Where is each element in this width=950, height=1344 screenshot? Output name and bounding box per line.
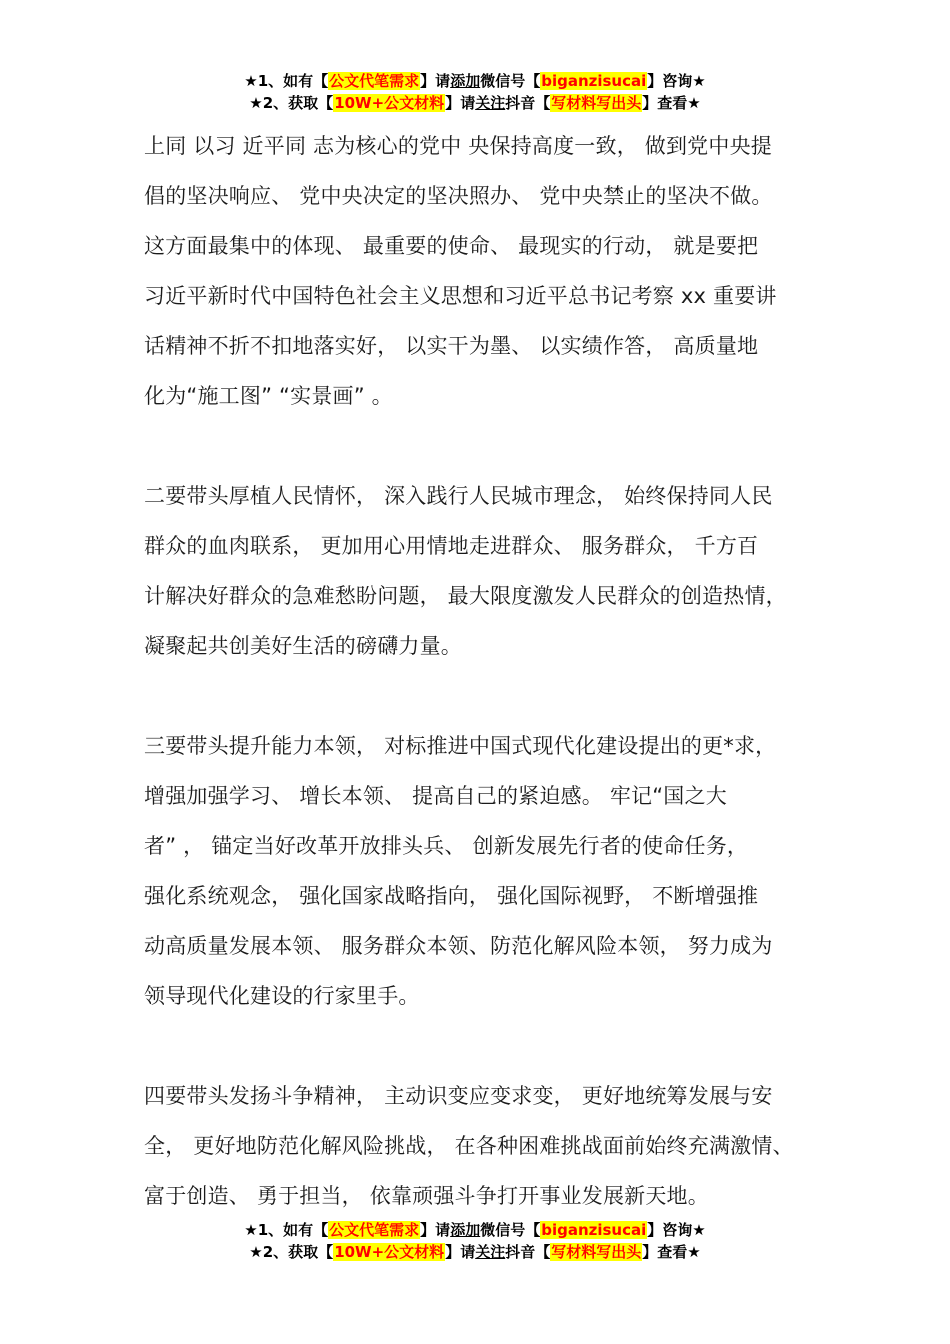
text-line: 群众的血肉联系， 更加用心用情地走进群众、 服务群众， 千方百 [144,534,759,558]
banner-line-2 [0,92,950,114]
paragraph-gap [144,421,844,471]
highlight-materials: 10W+公文材料 [334,1243,445,1261]
banner-text: 】查看★ [642,94,701,112]
banner-text: 】请 [420,72,451,90]
paragraph-2 [144,471,844,671]
paragraph-gap [144,1021,844,1071]
banner-line-1 [0,70,950,92]
highlight-wechat-id: biganzisucai [541,72,647,90]
banner-text: 】请 [445,1243,476,1261]
underlined-text: 关注 [475,94,506,112]
document-body [144,121,844,1221]
highlight-service: 公文代笔需求 [329,72,420,90]
underlined-text: 关注 [475,1243,506,1261]
banner-text: 微信号【 [480,1221,541,1239]
banner-text: 1、如有【 [257,72,329,90]
banner-text: 】咨询★ [647,72,706,90]
footer-banner [0,1219,950,1263]
banner-text: 】请 [420,1221,451,1239]
highlight-materials: 10W+公文材料 [334,94,445,112]
text-line: 计解决好群众的急难愁盼问题， 最大限度激发人民群众的创造热情， [144,584,787,608]
banner-text: 】查看★ [642,1243,701,1261]
text-line: 习近平新时代中国特色社会主义思想和习近平总书记考察 xx 重要讲 [144,284,777,308]
highlight-wechat-id: biganzisucai [541,1221,647,1239]
star-icon: ★ [244,1221,258,1239]
text-line: 领导现代化建设的行家里手。 [144,984,420,1008]
paragraph-gap [144,671,844,721]
text-line: 化为“施工图” “实景画” 。 [144,384,393,408]
banner-text: 】请 [445,94,476,112]
underlined-text: 添加 [450,1221,481,1239]
text-line: 四要带头发扬斗争精神， 主动识变应变求变， 更好地统筹发展与安 [144,1084,773,1108]
banner-text: 】咨询★ [647,1221,706,1239]
text-line: 三要带头提升能力本领， 对标推进中国式现代化建设提出的更*求， [144,734,777,758]
paragraph-4 [144,1071,844,1221]
highlight-service: 公文代笔需求 [329,1221,420,1239]
star-icon: ★ [244,72,258,90]
text-line: 增强加强学习、 增长本领、 提高自己的紧迫感。 牢记“国之大 [144,784,727,808]
banner-text: 微信号【 [480,72,541,90]
header-banner [0,70,950,114]
text-line: 上同 以习 近平同 志为核心的党中 央保持高度一致， 做到党中央提 [144,134,772,158]
star-icon: ★ [249,1243,263,1261]
banner-text: 2、获取【 [262,1243,334,1261]
text-line: 二要带头厚植人民情怀， 深入践行人民城市理念， 始终保持同人民 [144,484,773,508]
underlined-text: 添加 [450,72,481,90]
banner-text: 抖音【 [505,94,551,112]
banner-text: 抖音【 [505,1243,551,1261]
paragraph-1 [144,121,844,421]
banner-line-2 [0,1241,950,1263]
text-line: 话精神不折不扣地落实好， 以实干为墨、 以实绩作答， 高质量地 [144,334,759,358]
text-line: 凝聚起共创美好生活的磅礴力量。 [144,634,462,658]
text-line: 这方面最集中的体现、 最重要的使命、 最现实的行动， 就是要把 [144,234,759,258]
text-line: 全， 更好地防范化解风险挑战， 在各种困难挑战面前始终充满激情、 [144,1134,794,1158]
text-line: 动高质量发展本领、 服务群众本领、防范化解风险本领， 努力成为 [144,934,773,958]
star-icon: ★ [249,94,263,112]
banner-text: 2、获取【 [262,94,334,112]
text-line: 富于创造、 勇于担当， 依靠顽强斗争打开事业发展新天地。 [144,1184,709,1208]
banner-line-1 [0,1219,950,1241]
highlight-douyin-id: 写材料写出头 [551,94,642,112]
highlight-douyin-id: 写材料写出头 [551,1243,642,1261]
text-line: 者” ， 锚定当好改革开放排头兵、 创新发展先行者的使命任务， [144,834,749,858]
banner-text: 1、如有【 [257,1221,329,1239]
paragraph-3 [144,721,844,1021]
text-line: 倡的坚决响应、 党中央决定的坚决照办、 党中央禁止的坚决不做。 [144,184,773,208]
text-line: 强化系统观念， 强化国家战略指向， 强化国际视野， 不断增强推 [144,884,759,908]
